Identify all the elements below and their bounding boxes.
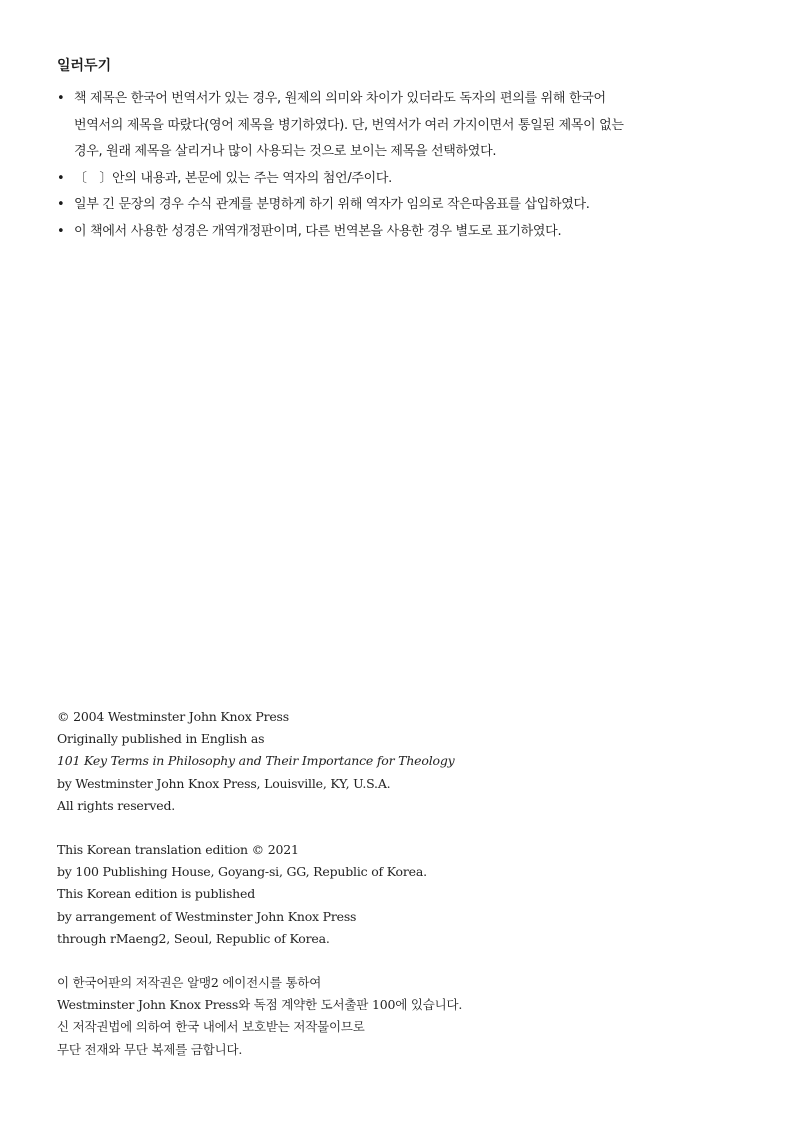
note-line: 번역서의 제목을 따랐다(영어 제목을 병기하였다). 단, 번역서가 여러 가지이면서 통일된 제목이 없는 bbox=[74, 117, 624, 133]
note-line: 경우, 원래 제목을 살리거나 많이 사용되는 것으로 보이는 제목을 선택하였다. bbox=[74, 144, 497, 159]
note-item bbox=[57, 166, 757, 193]
original-book-title: 101 Key Terms in Philosophy and Their Importance for Theology bbox=[57, 753, 455, 769]
copyright-line: by Westminster John Knox Press, Louisville, KY, U.S.A. bbox=[57, 775, 391, 791]
spacer bbox=[57, 817, 757, 839]
note-item bbox=[57, 86, 757, 166]
copyright-line: by 100 Publishing House, Goyang-si, GG, Republic of Korea. bbox=[57, 864, 427, 880]
copyright-line: through rMaeng2, Seoul, Republic of Korea. bbox=[57, 930, 330, 946]
bullet: • bbox=[57, 91, 65, 106]
spacer bbox=[57, 950, 757, 972]
copyright-line: 이 한국어판의 저작권은 알맹2 에이전시를 통하여 bbox=[57, 975, 322, 991]
copyright-block-original bbox=[57, 706, 757, 817]
copyright-line: Westminster John Knox Press와 독점 계약한 도서출판 100에 있습니다. bbox=[57, 997, 463, 1013]
note-line: 일부 긴 문장의 경우 수식 관계를 분명하게 하기 위해 역자가 임의로 작은따옴표를 삽입하였다. bbox=[74, 197, 590, 212]
copyright-line: Originally published in English as bbox=[57, 731, 265, 747]
copyright-block-korean bbox=[57, 972, 757, 1061]
editorial-notes bbox=[57, 56, 757, 245]
copyright-line: by arrangement of Westminster John Knox Press bbox=[57, 908, 357, 924]
notes-title: 일러두기 bbox=[57, 58, 112, 74]
copyright-line: © 2004 Westminster John Knox Press bbox=[57, 709, 289, 724]
note-item bbox=[57, 219, 757, 246]
note-line: 〔 〕안의 내용과, 본문에 있는 주는 역자의 첨언/주이다. bbox=[74, 170, 392, 186]
note-line: 책 제목은 한국어 번역서가 있는 경우, 원제의 의미와 차이가 있더라도 독자의 편의를 위해 한국어 bbox=[74, 91, 606, 106]
notes-list bbox=[57, 86, 757, 245]
copyright-block-translation bbox=[57, 839, 757, 950]
copyright-line: 무단 전재와 무단 복제를 금합니다. bbox=[57, 1041, 243, 1057]
copyright-line: This Korean translation edition © 2021 bbox=[57, 842, 299, 858]
bullet: • bbox=[57, 197, 65, 212]
copyright-line: This Korean edition is published bbox=[57, 886, 256, 902]
bullet: • bbox=[57, 170, 65, 186]
note-line: 이 책에서 사용한 성경은 개역개정판이며, 다른 번역본을 사용한 경우 별도로 표기하였다. bbox=[74, 223, 562, 239]
copyright-line: 신 저작권법에 의하여 한국 내에서 보호받는 저작물이므로 bbox=[57, 1019, 365, 1035]
copyright-line: All rights reserved. bbox=[57, 797, 176, 813]
bullet: • bbox=[57, 223, 65, 239]
note-item bbox=[57, 192, 757, 219]
copyright-notice bbox=[57, 706, 757, 1061]
